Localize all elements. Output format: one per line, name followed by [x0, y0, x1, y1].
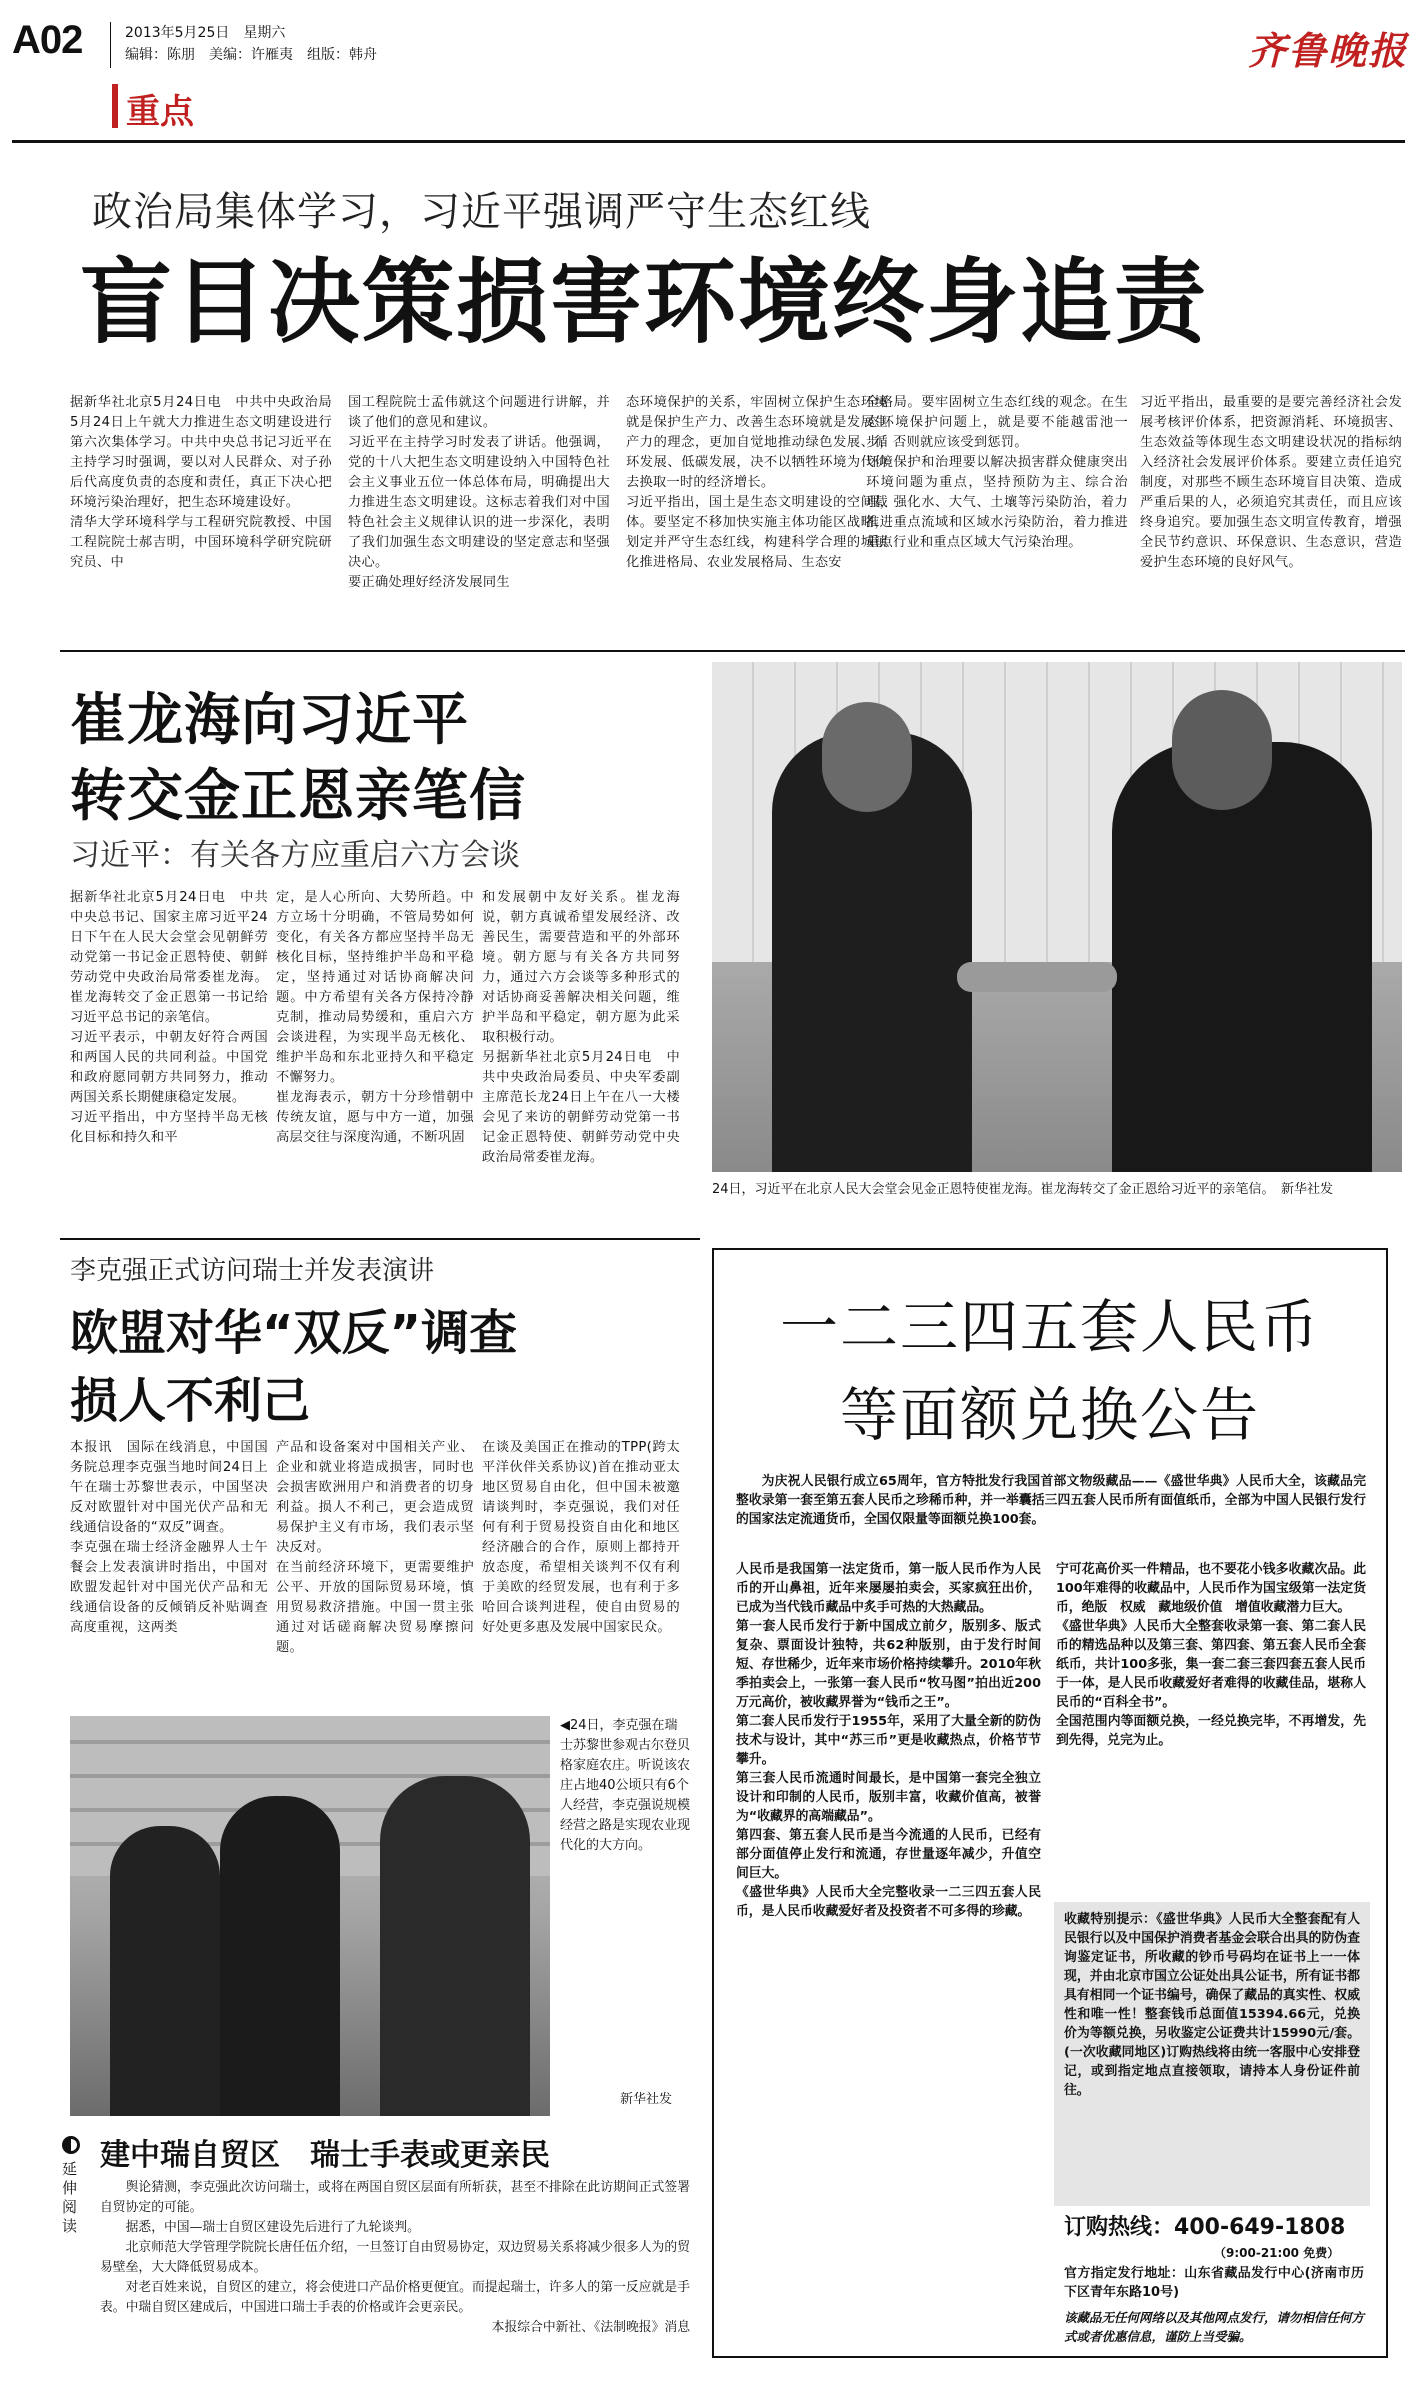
masthead-rule	[12, 140, 1405, 143]
ad-footer: 该藏品无任何网络以及其他网点发行，请勿相信任何方式或者优惠信息，谨防上当受骗。	[1064, 2310, 1365, 2344]
story1-kicker: 政治局集体学习，习近平强调严守生态红线	[92, 189, 871, 235]
story3-photo-credit: 新华社发	[620, 2092, 673, 2107]
story1-headline: 盲目决策损害环境终身追责	[80, 249, 1209, 356]
story4-headline: 建中瑞自贸区 瑞士手表或更亲民	[100, 2138, 550, 2173]
photo-figure-left-head	[822, 702, 912, 812]
story2-photo	[712, 662, 1402, 1172]
ad-hotline-hours: （9:00-21:00 免费）	[1214, 2246, 1340, 2260]
story1-bottom-rule	[60, 650, 1405, 652]
story3-column-1: 本报讯 国际在线消息，中国国务院总理李克强当地时间24日上午在瑞士苏黎世表示，中国坚决反对欧盟针对中国光伏产品和无线通信设备的“双反”调查。 李克强在瑞士经济金融界人士午餐会上发表演讲时指出，中国对欧盟发起针对中国光伏产品和无线通信设备的反倾销反补贴调查高度重视，这两类	[70, 1440, 268, 1635]
story4-paragraph: 据悉，中国—瑞士自贸区建设先后进行了九轮谈判。	[125, 2220, 420, 2235]
story1-column-4: 全格局。要牢固树立生态红线的观念。在生态环境保护问题上，就是要不能越雷池一步，否则就应该受到惩罚。 环境保护和治理要以解决损害群众健康突出环境问题为重点，坚持预防为主、综合治理，强化水、大气、土壤等污染防治，着力推进重点流域和区域水污染防治，着力推进重点行业和重点区域大气污染治理。	[866, 395, 1128, 550]
half-circle-icon	[62, 2136, 80, 2154]
story4-source: 本报综合中新社、《法制晚报》消息	[491, 2320, 690, 2335]
story2-column-2: 定，是人心所向、大势所趋。中方立场十分明确，不管局势如何变化，有关各方都应坚持半岛无核化目标，坚持维护半岛和平稳定，坚持通过对话协商解决问题。中方希望有关各方保持冷静克制，推动局势缓和，重启六方会谈进程，为实现半岛无核化、维护半岛和东北亚持久和平稳定不懈努力。 崔龙海表示，朝方十分珍惜朝中传统友谊，愿与中方一道，加强高层交往与深度沟通，不断巩固	[276, 890, 474, 1145]
ad-box	[712, 1248, 1388, 2358]
ad-body-right: 宁可花高价买一件精品，也不要花小钱多收藏次品。此100年难得的收藏品中，人民币作为国宝级第一法定货币，绝版 权威 藏地级价值 增值收藏潜力巨大。 《盛世华典》人民币大全整套收录第一套、第二套人民币的精选品种以及第三套、第四套、第五套人民币全套纸币，共计100多张，集一套二套三套四套五套人民币于一体，是人民币收藏爱好者难得的收藏佳品，堪称人民币的“百科全书”。 全国范围内等面额兑换，一经兑换完毕，不再增发，先到先得，兑完为止。	[1056, 1562, 1366, 1748]
ad-agency: 官方指定发行地址：山东省藏品发行中心(济南市历下区青年东路10号)	[1064, 2266, 1364, 2300]
ad-title-line1: 一二三四五套人民币	[779, 1293, 1320, 1361]
photo-person-b	[220, 1796, 340, 2116]
page-code: A02	[12, 18, 83, 62]
ad-hotline	[1064, 2210, 1364, 2241]
story1-column-5: 习近平指出，最重要的是要完善经济社会发展考核评价体系，把资源消耗、环境损害、生态效益等体现生态文明建设状况的指标纳入经济社会发展评价体系。要建立责任追究制度，对那些不顾生态环境盲目决策、造成严重后果的人，必须追究其责任，而且应该终身追究。要加强生态文明宣传教育，增强全民节约意识、环保意识、生态意识，营造爱护生态环境的良好风气。	[1140, 395, 1402, 570]
story4-body	[100, 2178, 690, 2338]
story1-column-2: 国工程院院士孟伟就这个问题进行讲解，并谈了他们的意见和建议。 习近平在主持学习时发表了讲话。他强调，党的十八大把生态文明建设纳入中国特色社会主义事业五位一体总体布局，明确提出大力推进生态文明建设。这标志着我们对中国特色社会主义规律认识的进一步深化，表明了我们加强生态文明建设的坚定意志和坚强决心。 要正确处理好经济发展同生	[348, 395, 610, 590]
story2-column-3: 和发展朝中友好关系。崔龙海说，朝方真诚希望发展经济、改善民生，需要营造和平的外部环境。朝方愿与有关各方共同努力，通过六方会谈等多种形式的对话协商妥善解决相关问题，维护半岛和平稳定，朝方愿为此采取积极行动。 另据新华社北京5月24日电 中共中央政治局委员、中央军委副主席范长龙24日上午在八一大楼会见了来访的朝鲜劳动党第一书记金正恩特使、朝鲜劳动党中央政治局常委崔龙海。	[482, 890, 680, 1165]
masthead-divider-vertical	[110, 22, 111, 68]
ad-hotline-label: 订购热线：	[1064, 2215, 1175, 2240]
story3-headline-line2: 损人不利己	[70, 1373, 311, 1429]
story2-headline-line2: 转交金正恩亲笔信	[70, 764, 526, 829]
story3-kicker: 李克强正式访问瑞士并发表演讲	[70, 1256, 435, 1286]
story3-column-2: 产品和设备案对中国相关产业、企业和就业将造成损害，同时也会损害欧洲用户和消费者的切身利益。损人不利己，更会造成贸易保护主义有市场，我们表示坚决反对。 在当前经济环境下，更需要维护公平、开放的国际贸易环境，慎用贸易救济措施。中国一贯主张通过对话磋商解决贸易摩擦问题。	[276, 1440, 474, 1655]
story4-paragraph: 舆论猜测，李克强此次访问瑞士，或将在两国自贸区层面有所斩获，甚至不排除在此访期间正式签署自贸协定的可能。	[100, 2180, 690, 2215]
photo-person-a	[110, 1826, 220, 2116]
photo-figure-right	[1112, 742, 1372, 1172]
section-label: 重点	[126, 92, 194, 132]
story4-paragraph: 对老百姓来说，自贸区的建立，将会使进口产品价格更便宜。而提起瑞士，许多人的第一反应就是手表。中瑞自贸区建成后，中国进口瑞士手表的价格或许会更亲民。	[100, 2280, 690, 2315]
story2-subhead: 习近平：有关各方应重启六方会谈	[70, 838, 520, 873]
story4-paragraph: 北京师范大学管理学院院长唐任伍介绍，一旦签订自由贸易协定，双边贸易关系将减少很多人为的贸易壁垒，大大降低贸易成本。	[100, 2240, 690, 2275]
story1-column-1: 据新华社北京5月24日电 中共中央政治局5月24日上午就大力推进生态文明建设进行第六次集体学习。中共中央总书记习近平在主持学习时强调，要以对人民群众、对子孙后代高度负责的态度和责任，真正下决心把环境污染治理好，把生态环境建设好。 清华大学环境科学与工程研究院教授、中国工程院院士郝吉明，中国环境科学研究院研究员、中	[70, 395, 332, 570]
ad-notice: 收藏特别提示：《盛世华典》人民币大全整套配有人民银行以及中国保护消费者基金会联合出具的防伪查询鉴定证书，所收藏的钞币号码均在证书上一一体现，并由北京市国立公证处出具公证书，所有证书都具有相同一个证书编号，确保了藏品的真实性、权威性和唯一性！整套钱币总面值15394.66元，兑换价为等额兑换，另收鉴定公证费共计15990元/套。(一次收藏同地区)订购热线将由统一客服中心安排登记，或到指定地点直接领取，请持本人身份证件前往。	[1064, 1912, 1360, 2098]
story2-headline-line1: 崔龙海向习近平	[70, 688, 469, 753]
ad-title-line2: 等面额兑换公告	[839, 1381, 1260, 1449]
editor-credits: 编辑：陈朋 美编：许雁夷 组版：韩舟	[125, 47, 377, 63]
photo-figure-right-head	[1172, 690, 1272, 810]
story2-bottom-rule	[60, 1238, 700, 1240]
paper-name-logo: 齐鲁晚报	[1248, 28, 1409, 73]
ad-intro: 为庆祝人民银行成立65周年，官方特批发行我国首部文物级藏品——《盛世华典》人民币大全，该藏品完整收录第一套至第五套人民币之珍稀币种，并一举囊括三四五套人民币所有面值纸币，全部为中国人民银行发行的国家法定流通货币，全国仅限量等面额兑换100套。	[736, 1474, 1366, 1527]
story2-photo-caption: 24日，习近平在北京人民大会堂会见金正恩特使崔龙海。崔龙海转交了金正恩给习近平的亲笔信。 新华社发	[712, 1182, 1334, 1197]
story2-column-1: 据新华社北京5月24日电 中共中央总书记、国家主席习近平24日下午在人民大会堂会见朝鲜劳动党第一书记金正恩特使、朝鲜劳动党中央政治局常委崔龙海。崔龙海转交了金正恩第一书记给习近平总书记的亲笔信。 习近平表示，中朝友好符合两国和两国人民的共同利益。中国党和政府愿同朝方共同努力，推动两国关系长期健康稳定发展。 习近平指出，中方坚持半岛无核化目标和持久和平	[70, 890, 268, 1145]
ad-body-left: 人民币是我国第一法定货币，第一版人民币作为人民币的开山鼻祖，近年来屡屡拍卖会，买家疯狂出价，已成为当代钱币藏品中炙手可热的大热藏品。 第一套人民币发行于新中国成立前夕，版别多、版式复杂、票面设计独特，共62种版别，由于发行时间短、存世稀少，近年来市场价格持续攀升。2010年秋季拍卖会上，一张第一套人民币“牧马图”拍出近200万元高价，被收藏界誉为“钱币之王”。 第二套人民币发行于1955年，采用了大量全新的防伪技术与设计，其中“苏三币”更是收藏热点，价格节节攀升。 第三套人民币流通时间最长，是中国第一套完全独立设计和印制的人民币，版别丰富，收藏价值高，被誉为“收藏界的高端藏品”。 第四套、第五套人民币是当今流通的人民币，已经有部分面值停止发行和流通，存世量逐年减少，升值空间巨大。 《盛世华典》人民币大全完整收录一二三四五套人民币，是人民币收藏爱好者及投资者不可多得的珍藏。	[736, 1562, 1041, 1919]
story3-headline-line1: 欧盟对华“双反”调查	[70, 1305, 518, 1361]
story3-photo	[70, 1716, 550, 2116]
story1-column-3: 态环境保护的关系，牢固树立保护生态环境就是保护生产力、改善生态环境就是发展生产力的理念，更加自觉地推动绿色发展、循环发展、低碳发展，决不以牺牲环境为代价去换取一时的经济增长。 习近平指出，国土是生态文明建设的空间载体。要坚定不移加快实施主体功能区战略，划定并严守生态红线，构建科学合理的城镇化推进格局、农业发展格局、生态安	[626, 395, 888, 570]
story4-tag: 延伸阅读	[62, 2160, 78, 2235]
section-marker	[112, 84, 118, 128]
story3-photo-caption: ◀24日，李克强在瑞士苏黎世参观古尔登贝格家庭农庄。听说该农庄占地40公顷只有6个人经营，李克强说规模经营之路是实现农业现代化的大方向。	[560, 1718, 691, 1853]
photo-handshake	[957, 962, 1117, 992]
issue-date: 2013年5月25日 星期六	[125, 25, 286, 41]
photo-person-c	[380, 1776, 530, 2116]
ad-hotline-number: 400-649-1808	[1174, 2215, 1346, 2240]
story3-column-3: 在谈及美国正在推动的TPP(跨太平洋伙伴关系协议)首在推动亚太地区贸易自由化，但中国未被邀请谈判时，李克强说，我们对任何有利于贸易投资自由化和地区经济融合的合作，原则上都持开放态度，希望相关谈判不仅有利于美欧的经贸发展，也有利于多哈回合谈判进程，使自由贸易的好处更多惠及发展中国家民众。	[482, 1440, 680, 1635]
